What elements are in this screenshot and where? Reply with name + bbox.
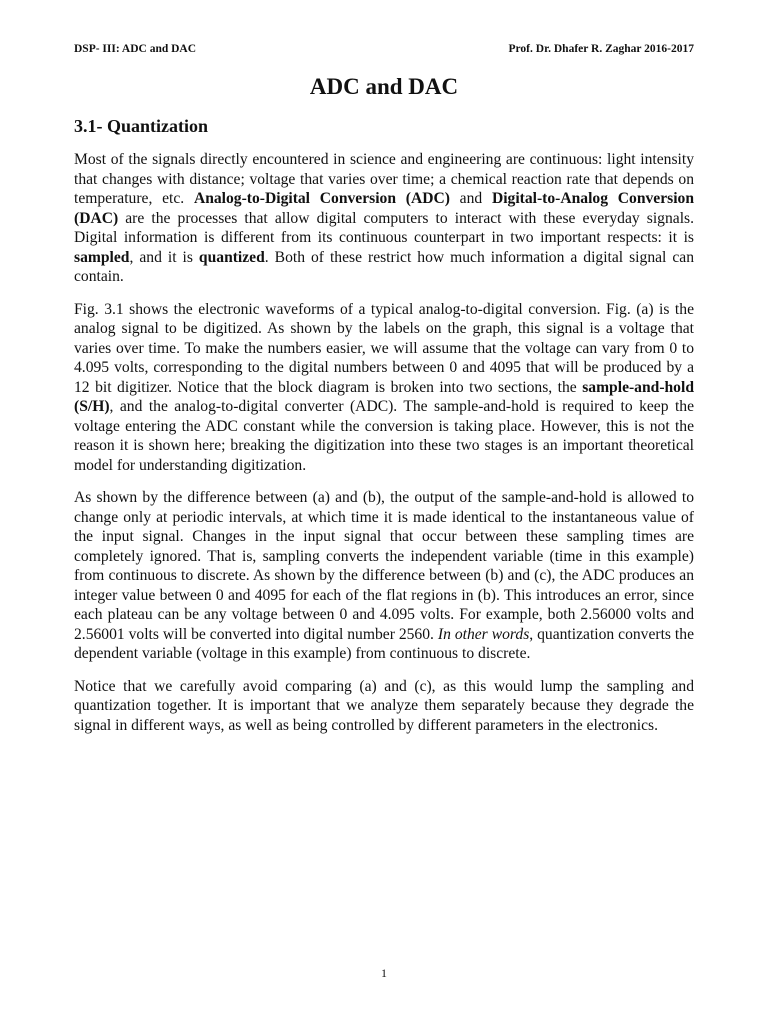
paragraph-3 bbox=[74, 488, 694, 664]
paragraph-1-text-4: , and it is bbox=[129, 248, 199, 266]
paragraph-4-text-1: Notice that we carefully avoid comparing (a) and (c), as this would lump the sampling and quantization together. It is important that we analyze them separately because they degrade the signal in different ways, as well as being controlled by different parameters in the electronics. bbox=[74, 677, 694, 734]
term-quantized: quantized bbox=[198, 248, 265, 266]
document-title: ADC and DAC bbox=[309, 74, 459, 99]
term-dac: Digital-to-Analog Conversion (DAC) bbox=[74, 190, 695, 227]
paragraph-3-text-2: , quantization converts the dependent variable (voltage in this example) from continuous to discrete. bbox=[74, 625, 694, 662]
emphasis-in-other-words: In other words bbox=[437, 625, 530, 643]
term-adc: Analog-to-Digital Conversion (ADC) bbox=[193, 190, 450, 207]
section-heading: 3.1- Quantization bbox=[74, 116, 209, 136]
paragraph-4 bbox=[74, 677, 694, 736]
paragraph-2-text-2: , and the analog-to-digital converter (ADC). The sample-and-hold is required to keep the voltage entering the ADC constant while the conversion is taking place. However, this is not the reason it is shown here; breaking the digitization into these two stages is an important theoretical model for understanding digitization. bbox=[74, 398, 694, 474]
paragraph-1 bbox=[74, 150, 694, 287]
term-sample-and-hold: sample-and-hold (S/H) bbox=[74, 378, 694, 415]
page-number: 1 bbox=[381, 966, 387, 980]
paragraph-2-text-1: Fig. 3.1 shows the electronic waveforms of a typical analog-to-digital conversion. Fig. (a) is the analog signal to be digitized. As shown by the labels on the graph, this signal is a voltage that varies over time. To make the numbers easier, we will assume that the voltage can vary from 0 to 4.095 volts, corresponding to the digital numbers between 0 and 4095 that will be produced by a 12 bit digitizer. Notice that the block diagram is broken into two sections, the bbox=[74, 300, 694, 396]
paragraph-1-text-2: and bbox=[449, 190, 492, 207]
header-author: Prof. Dr. Dhafer R. Zaghar 2016-2017 bbox=[508, 43, 694, 55]
running-header bbox=[74, 42, 694, 56]
term-sampled: sampled bbox=[74, 248, 130, 266]
paragraph-1-text-3: are the processes that allow digital computers to interact with these everyday signals. Digital information is different from its continuous counterpart in two important respects: it is bbox=[74, 209, 694, 246]
paragraph-1-text-1: Most of the signals directly encountered in science and engineering are continuous: light intensity that changes with distance; voltage that varies over time; a chemical reaction rate that depends on temperature, etc. bbox=[74, 151, 694, 207]
body-text bbox=[74, 150, 694, 748]
paragraph-2 bbox=[74, 300, 694, 476]
header-course-title: DSP- III: ADC and DAC bbox=[74, 43, 197, 55]
paragraph-3-text-1: As shown by the difference between (a) and (b), the output of the sample-and-hold is allowed to change only at periodic intervals, at which time it is made identical to the instantaneous value of the input signal. Changes in the input signal that occur between these sampling times are completely ignored. That is, sampling converts the independent variable (time in this example) from continuous to discrete. As shown by the difference between (b) and (c), the ADC produces an integer value between 0 and 4095 for each of the flat regions in (b). This introduces an error, since each plateau can be any voltage between 0 and 4.095 volts. For example, both 2.56000 volts and 2.56001 volts will be converted into digital number 2560. bbox=[74, 489, 694, 643]
paragraph-1-text-5: . Both of these restrict how much information a digital signal can contain. bbox=[74, 248, 694, 285]
